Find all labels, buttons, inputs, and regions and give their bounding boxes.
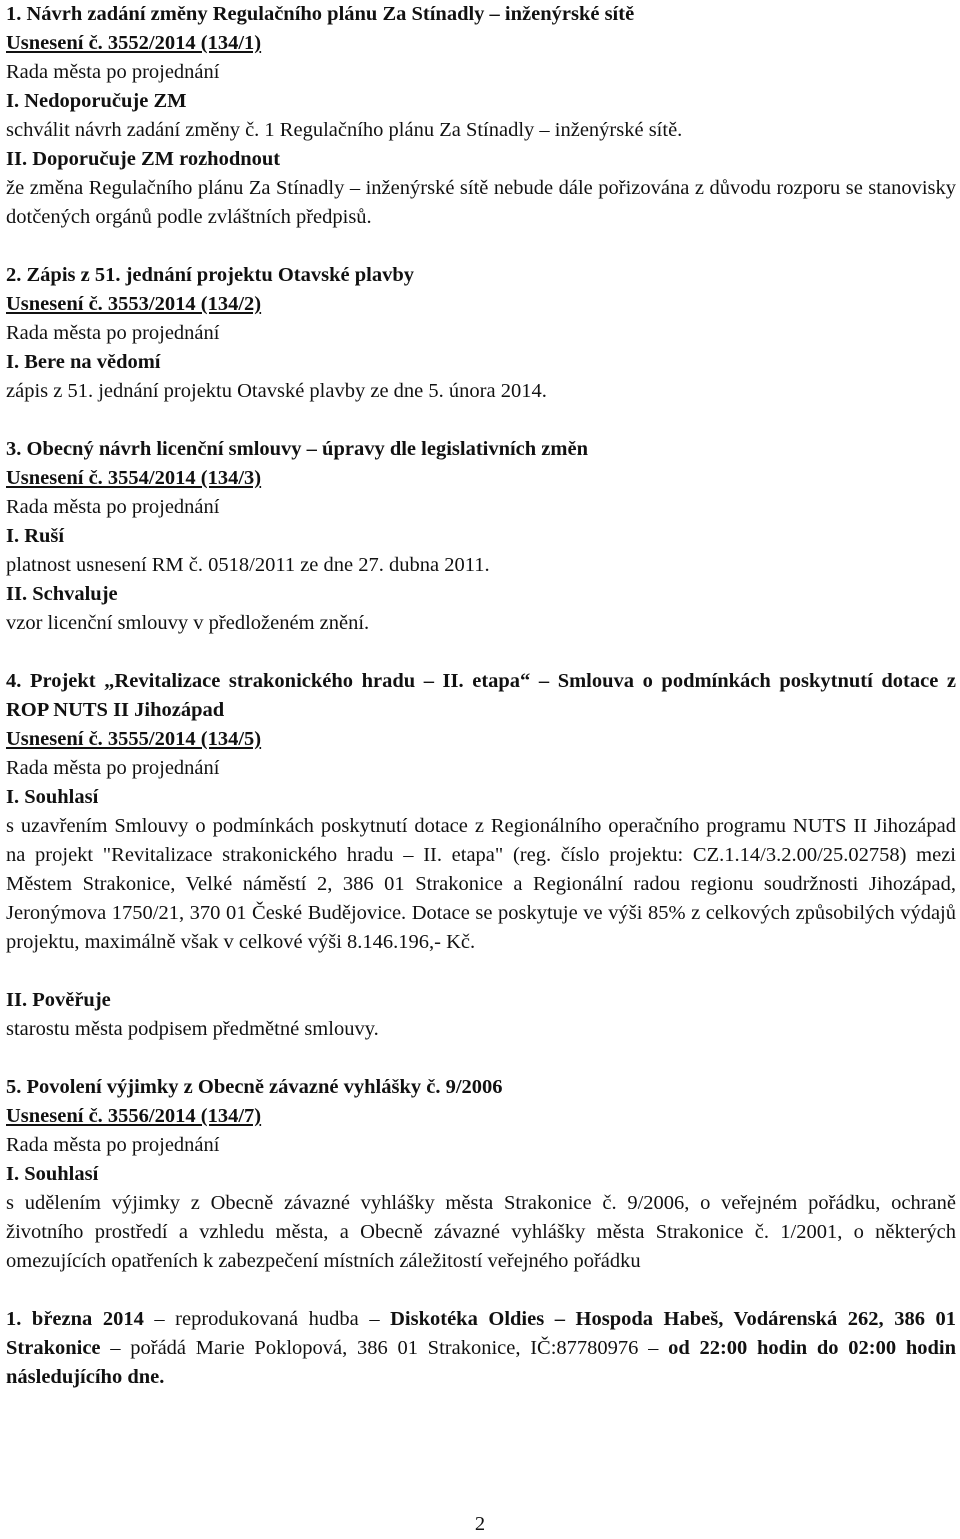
section-2-resolution: Usnesení č. 3553/2014 (134/2) bbox=[6, 293, 262, 315]
section-4-item-2-text: starostu města podpisem předmětné smlouvy. bbox=[6, 1018, 379, 1040]
event-description: – reprodukovaná hudba – bbox=[143, 1308, 391, 1330]
section-4-item-1-text: s uzavřením Smlouvy o podmínkách poskytnutí dotace z Regionálního operačního programu NUTS II Jihozápad na projekt "Revitalizace strakonického hradu – II. etapa" (reg. číslo projektu: CZ.1.14/3.2.00/25.02758) mezi Městem Strakonice, Velké náměstí 2, 386 01 Strakonice a Regionální radou regionu soudržnosti Jihozápad, Jeronýmova 1750/21, 370 01 České Budějovice. Dotace se poskytuje ve výši 85% z celkových způsobilých výdajů projektu, maximálně však v celkové výši 8.146.196,- Kč. bbox=[6, 815, 956, 953]
section-5-item-1-text: s udělením výjimky z Obecně závazné vyhlášky města Strakonice č. 9/2006, o veřejném pořádku, ochraně životního prostředí a vzhledu města, a Obecně závazné vyhlášky města Strakonice č. 1/2001, o některých omezujících opatřeních k zabezpečení místních záležitostí veřejného pořádku bbox=[6, 1192, 956, 1272]
section-5-event bbox=[6, 1305, 956, 1392]
section-3-resolution: Usnesení č. 3554/2014 (134/3) bbox=[6, 467, 262, 489]
section-4-resolution: Usnesení č. 3555/2014 (134/5) bbox=[6, 728, 262, 750]
section-3-item-1-heading: I. Ruší bbox=[6, 525, 65, 547]
event-time: od 22:00 hodin do 02:00 hodin následujícího dne. bbox=[6, 1337, 956, 1388]
section-5-intro: Rada města po projednání bbox=[6, 1134, 220, 1156]
section-1-item-1-heading: I. Nedoporučuje ZM bbox=[6, 90, 187, 112]
section-1-title: 1. Návrh zadání změny Regulačního plánu Za Stínadly – inženýrské sítě bbox=[6, 3, 635, 25]
event-venue: Diskotéka Oldies – Hospoda Habeš, Vodárenská 262, 386 01 Strakonice bbox=[6, 1308, 956, 1359]
section-5-title: 5. Povolení výjimky z Obecně závazné vyhlášky č. 9/2006 bbox=[6, 1076, 503, 1098]
section-2-item-1-heading: I. Bere na vědomí bbox=[6, 351, 161, 373]
section-1-item-1-text: schválit návrh zadání změny č. 1 Regulačního plánu Za Stínadly – inženýrské sítě. bbox=[6, 119, 683, 141]
section-3-item-2-text: vzor licenční smlouvy v předloženém znění. bbox=[6, 612, 370, 634]
section-2-item-1-text: zápis z 51. jednání projektu Otavské plavby ze dne 5. února 2014. bbox=[6, 380, 547, 402]
section-3-item-2-heading: II. Schvaluje bbox=[6, 583, 118, 605]
section-1-resolution: Usnesení č. 3552/2014 (134/1) bbox=[6, 32, 262, 54]
event-organizer: – pořádá Marie Poklopová, 386 01 Strakonice, IČ:87780976 – bbox=[100, 1337, 669, 1359]
section-1-intro: Rada města po projednání bbox=[6, 61, 220, 83]
section-3-item-1-text: platnost usnesení RM č. 0518/2011 ze dne 27. dubna 2011. bbox=[6, 554, 490, 576]
page-number: 2 bbox=[474, 1513, 486, 1535]
section-2-title: 2. Zápis z 51. jednání projektu Otavské plavby bbox=[6, 264, 414, 286]
section-1-item-2-text: že změna Regulačního plánu Za Stínadly – inženýrské sítě nebude dále pořizována z důvodu rozporu se stanovisky dotčených orgánů podle zvláštních předpisů. bbox=[6, 177, 956, 228]
document-page bbox=[6, 0, 956, 1392]
section-3-title: 3. Obecný návrh licenční smlouvy – úpravy dle legislativních změn bbox=[6, 438, 588, 460]
section-2-intro: Rada města po projednání bbox=[6, 322, 220, 344]
section-1-item-2-heading: II. Doporučuje ZM rozhodnout bbox=[6, 148, 281, 170]
event-date: 1. března 2014 bbox=[6, 1308, 144, 1330]
section-4-title: 4. Projekt „Revitalizace strakonického hradu – II. etapa“ – Smlouva o podmínkách poskytnutí dotace z ROP NUTS II Jihozápad bbox=[6, 670, 956, 721]
section-4-intro: Rada města po projednání bbox=[6, 757, 220, 779]
section-5-item-1-heading: I. Souhlasí bbox=[6, 1163, 99, 1185]
section-5-resolution: Usnesení č. 3556/2014 (134/7) bbox=[6, 1105, 262, 1127]
section-3-intro: Rada města po projednání bbox=[6, 496, 220, 518]
section-4-item-2-heading: II. Pověřuje bbox=[6, 989, 111, 1011]
section-4-item-1-heading: I. Souhlasí bbox=[6, 786, 99, 808]
